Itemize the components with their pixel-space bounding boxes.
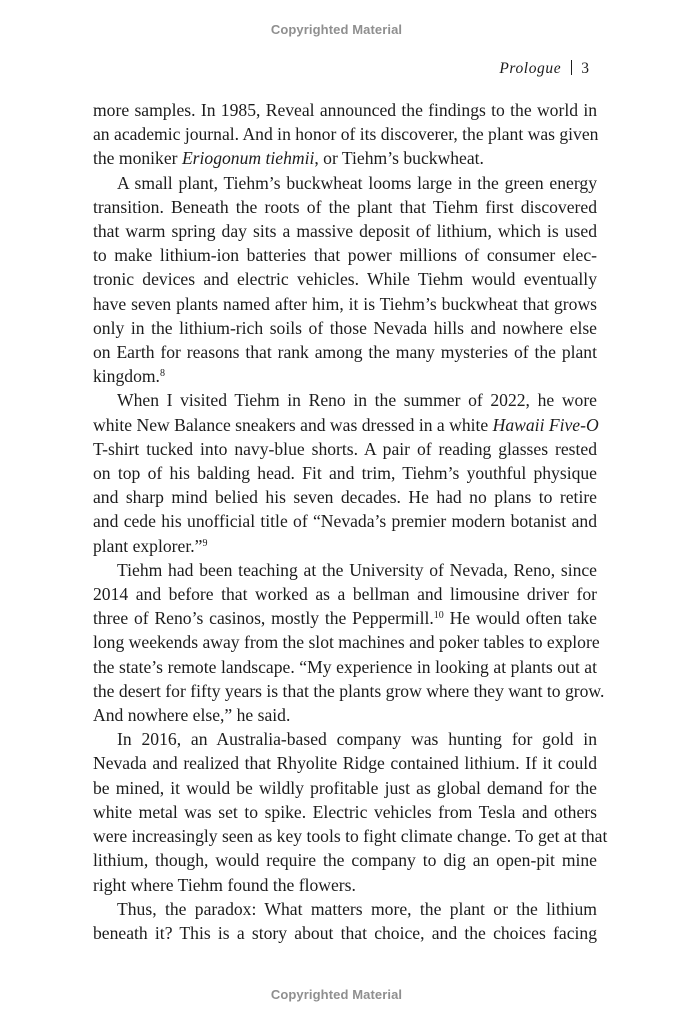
text-line: the state’s remote landscape. “My experience in looking at plants out at (93, 656, 597, 677)
text-line: lithium, though, would require the company to dig an open-pit mine (93, 850, 597, 871)
text-line: and cede his unofficial title of “Nevada’s premier modern botanist and (93, 511, 597, 532)
footnote-marker[interactable]: 8 (159, 368, 165, 380)
text-line: white metal was set to spike. Electric vehicles from Tesla and others (93, 801, 597, 822)
running-head (499, 60, 589, 78)
paragraph (93, 558, 605, 727)
text-line: on Earth for reasons that rank among the many mysteries of the plant (93, 342, 597, 363)
text-line: When I visited Tiehm in Reno in the summer of 2022, he wore (117, 390, 597, 411)
text-line: and sharp mind belied his seven decades. He had no plans to retire (93, 487, 597, 508)
text-line: And nowhere else,” he said. (93, 705, 291, 726)
text-line: have seven plants named after him, it is Tiehm’s buckwheat that grows (93, 293, 597, 314)
text-line: transition. Beneath the roots of the plant that Tiehm first discovered (93, 196, 597, 217)
text-line: to make lithium-ion batteries that power millions of consumer elec- (93, 245, 597, 266)
text-line: only in the lithium-rich soils of those Nevada hills and nowhere else (93, 317, 597, 338)
text-line: Nevada and realized that Rhyolite Ridge contained lithium. If it could (93, 753, 597, 774)
text-line: were increasingly seen as key tools to fight climate change. To get at that (93, 826, 608, 847)
copyright-watermark-bottom: Copyrighted Material (270, 987, 403, 1002)
paragraph (93, 98, 597, 171)
text-line: the moniker Eriogonum tiehmii, or Tiehm’s buckwheat. (93, 148, 484, 169)
text-line: plant explorer.”$^9$ (93, 535, 208, 556)
italic-title: Hawaii Five-O (492, 414, 599, 435)
text-line: three of Reno’s casinos, mostly the Peppermill.$^{10}$ He would often take (93, 608, 597, 629)
text-line: long weekends away from the slot machines and poker tables to explore (93, 632, 600, 653)
text-line: the desert for fifty years is that the plants grow where they want to grow. (93, 680, 605, 701)
page-number: 3 (581, 60, 589, 77)
footnote-marker[interactable]: 10 (433, 610, 444, 622)
paragraph (93, 897, 597, 945)
text-line: white New Balance sneakers and was dressed in a white Hawaii Five-O (93, 414, 599, 435)
text-line: beneath it? This is a story about that choice, and the choices facing (93, 922, 597, 943)
text-line: T-shirt tucked into navy-blue shorts. A pair of reading glasses rested (93, 438, 597, 459)
text-line: that warm spring day sits a massive deposit of lithium, which is used (93, 221, 597, 242)
text-line: be mined, it would be wildly profitable just as global demand for the (93, 777, 597, 798)
text-line: A small plant, Tiehm’s buckwheat looms large in the green energy (117, 172, 597, 193)
text-line: tronic devices and electric vehicles. While Tiehm would eventually (93, 269, 597, 290)
paragraph (93, 388, 597, 557)
text-line: an academic journal. And in honor of its discoverer, the plant was given (93, 124, 599, 145)
text-line: 2014 and before that worked as a bellman and limousine driver for (93, 584, 597, 605)
italic-title: Eriogonum tiehmii (181, 148, 315, 169)
paragraph (93, 727, 608, 896)
footnote-marker[interactable]: 9 (202, 537, 208, 549)
text-line: more samples. In 1985, Reveal announced the findings to the world in (93, 100, 597, 120)
text-line: right where Tiehm found the flowers. (93, 874, 356, 895)
text-line: Tiehm had been teaching at the University of Nevada, Reno, since (117, 559, 597, 580)
text-line: on top of his balding head. Fit and trim, Tiehm’s youthful physique (93, 463, 597, 484)
section-title: Prologue (499, 60, 562, 77)
copyright-watermark-top: Copyrighted Material (270, 22, 403, 37)
text-line: In 2016, an Australia-based company was hunting for gold in (117, 729, 597, 750)
text-line: kingdom.$^8$ (93, 366, 165, 387)
text-line: Thus, the paradox: What matters more, the plant or the lithium (117, 898, 597, 919)
paragraph (93, 171, 597, 389)
header-divider (571, 60, 572, 75)
body-text (93, 98, 608, 945)
